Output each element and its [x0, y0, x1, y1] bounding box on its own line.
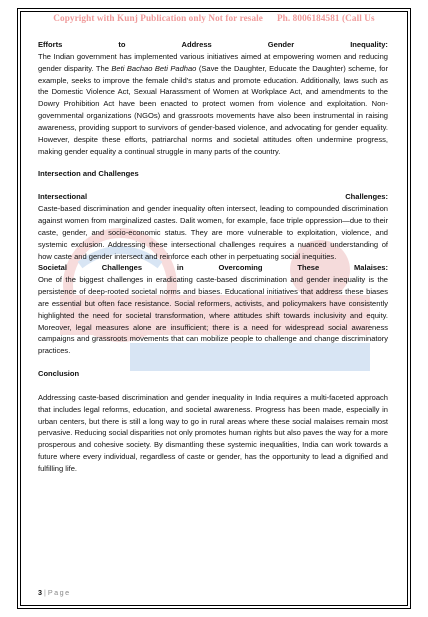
- contact-phone: Ph. 8006184581 (Call Us: [276, 13, 375, 23]
- efforts-heading: [38, 39, 388, 51]
- page-label: Page: [47, 588, 71, 597]
- scheme-name: Beti Bachao Beti Padhao: [111, 63, 197, 73]
- efforts-text: The Indian government has implemented various initiatives aimed at empowering women and reducing gender disparity. The: [38, 51, 388, 73]
- heading-word: Societal: [38, 263, 67, 273]
- efforts-text-cont: (Save the Daughter, Educate the Daughter) scheme, for example, seeks to improve the female child’s status and promote education. Additionally, laws such as the Domestic Violence Act, Sexual Harassment of Women at Workplace Act, and amendments to the Dowry Prohibition Act have been enacted to protect women from violence and exploitation. Non-governmental organizations (NGOs) and grassroots movements have also been instrumental in raising awareness, providing support to survivors of gender-based violence, and advocating for gender equality. However, despite these efforts, patriarchal norms and societal attitudes often undermine progress, making gender equality a continual struggle in many parts of the country.: [38, 63, 389, 156]
- intersectional-challenges-paragraph: Caste-based discrimination and gender inequality often intersect, leading to compounded discrimination against women from marginalized castes. Dalit women, for example, face triple oppression—due to their caste, gender, and socio-economic status. They are more vulnerable to exploitation, violence, and systemic exclusion. Addressing these intersectional challenges requires a nuanced understanding of how caste and gender intersect and reinforce each other in perpetuating social inequities.: [38, 204, 388, 261]
- main-content: [38, 39, 388, 475]
- page-header: [20, 13, 408, 23]
- intersectional-challenges-heading: [38, 191, 388, 203]
- heading-word: to: [118, 40, 126, 49]
- intersection-heading: Intersection and Challenges: [38, 169, 139, 179]
- heading-word: Intersectional: [38, 192, 88, 202]
- heading-word: Overcoming: [218, 263, 263, 273]
- heading-word: Inequality:: [350, 40, 388, 49]
- copyright-notice: Copyright with Kunj Publication only Not for resale: [53, 13, 263, 23]
- heading-word: These: [297, 263, 320, 273]
- heading-word: in: [176, 263, 184, 273]
- heading-word: Challenges:: [345, 192, 388, 202]
- heading-word: Efforts: [38, 40, 63, 49]
- heading-word: Malaises:: [354, 263, 388, 273]
- heading-word: Gender: [267, 40, 295, 49]
- societal-challenges-heading: [38, 262, 388, 274]
- conclusion-heading: Conclusion: [38, 369, 80, 379]
- heading-word: Challenges: [101, 263, 143, 273]
- conclusion-paragraph: Addressing caste-based discrimination and gender inequality in India requires a multi-faceted approach that includes legal reforms, education, and societal awareness. Progress has been made, especially in urban centers, but there is still a long way to go in rural areas where these social malaises remain most pervasive. Reducing social disparities not only promotes human rights but also paves the way for a more prosperous and cohesive society. By dismantling these systemic inequalities, India can work towards a future where every individual, regardless of caste or gender, has the opportunity to lead a dignified and fulfilling life.: [38, 392, 388, 473]
- footer-separator: |: [44, 588, 46, 597]
- heading-word: Address: [181, 40, 212, 49]
- efforts-paragraph: [38, 51, 388, 158]
- page-footer: [38, 588, 71, 597]
- societal-challenges-paragraph: One of the biggest challenges in eradicating caste-based discrimination and gender inequality is the persistence of deep-rooted societal norms and biases. Educational initiatives that address these biases are essential but often face resistance. Social reformers, activists, and policymakers have consistently highlighted the need for societal transformation, where attitudes shift towards inclusivity and equity. Moreover, legal measures alone are insufficient; there is a need for widespread social awareness campaigns and grassroots movements that can mobilize people to challenge and change discriminatory practices.: [38, 275, 388, 356]
- page-number: 3: [38, 588, 42, 597]
